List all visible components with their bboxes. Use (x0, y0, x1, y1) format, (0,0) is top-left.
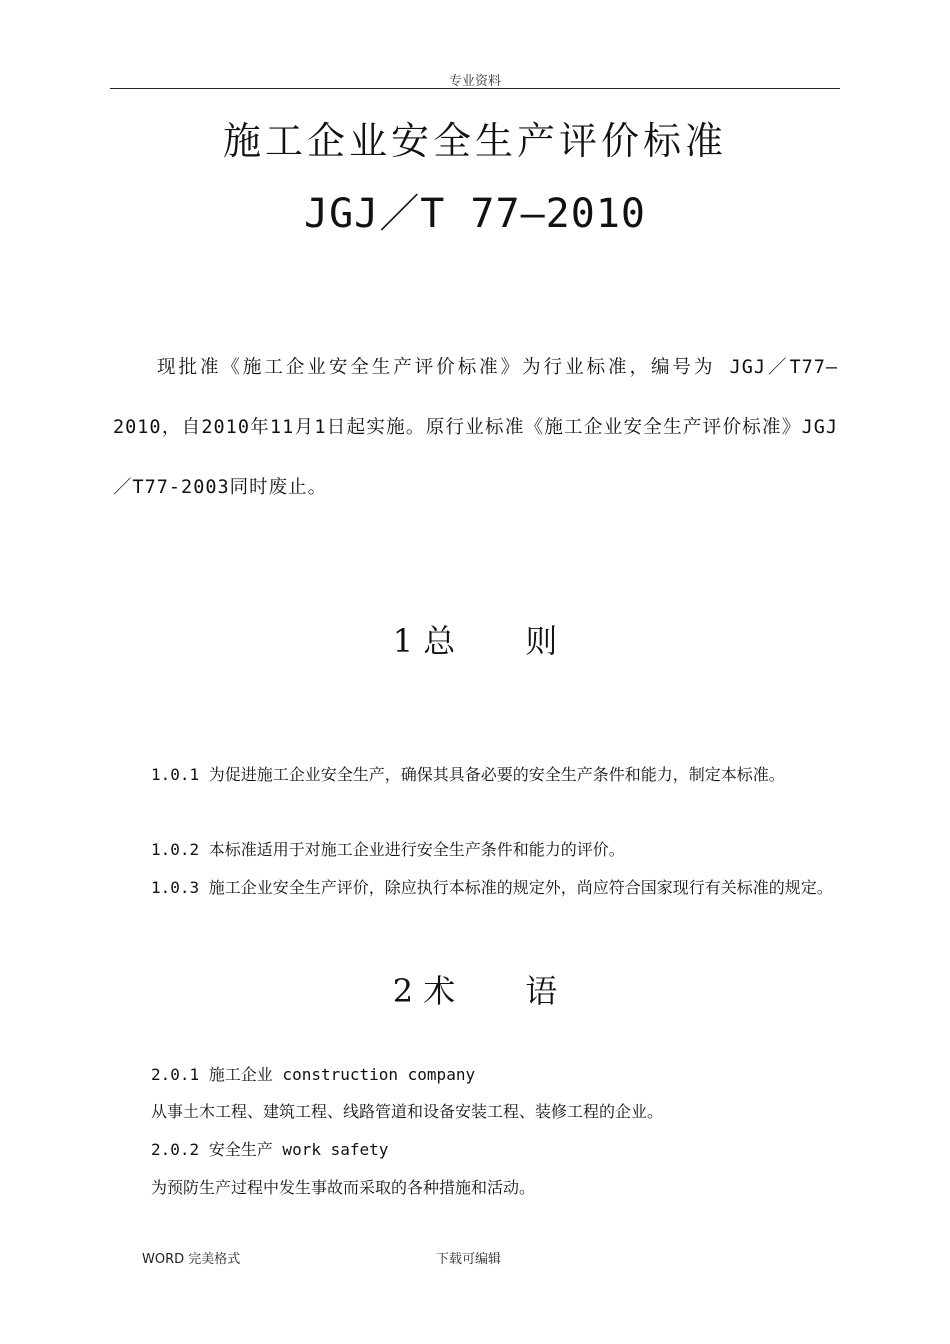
document-title: 施工企业安全生产评价标准 (222, 119, 727, 163)
section-title-part: 语 (525, 972, 558, 1010)
clause-1-0-2: 1.0.2 本标准适用于对施工企业进行安全生产条件和能力的评价。 (151, 840, 625, 859)
clause-1-0-1: 1.0.1 为促进施工企业安全生产，确保其具备必要的安全生产条件和能力，制定本标准。 (151, 765, 785, 784)
standard-code: JGJ／T 77—2010 (304, 191, 646, 237)
term-heading-construction-company: 2.0.1 施工企业 construction company (151, 1065, 476, 1084)
section-title-part: 术 (423, 972, 456, 1010)
section-heading-terms (0, 966, 950, 1012)
clause-1-0-3: 1.0.3 施工企业安全生产评价，除应执行本标准的规定外，尚应符合国家现行有关标准的规定。 (151, 878, 833, 897)
footer-right-text: 下载可编辑 (436, 1252, 502, 1267)
header-divider (110, 88, 840, 89)
section-title-part: 总 (423, 622, 456, 660)
term-definition-construction-company: 从事土木工程、建筑工程、线路管道和设备安装工程、装修工程的企业。 (151, 1102, 664, 1121)
page-header-label: 专业资料 (448, 74, 501, 89)
term-definition-work-safety: 为预防生产过程中发生事故而采取的各种措施和活动。 (151, 1178, 536, 1197)
approval-paragraph: 现批准《施工企业安全生产评价标准》为行业标准，编号为 JGJ／T77—2010，自2010年11月1日起实施。原行业标准《施工企业安全生产评价标准》JGJ／T77-2003同时废止。 (113, 357, 838, 498)
footer-left-text: WORD 完美格式 (142, 1252, 241, 1267)
term-heading-work-safety: 2.0.2 安全生产 work safety (151, 1140, 389, 1159)
section-number: 2 (392, 972, 414, 1010)
section-number: 1 (392, 622, 414, 660)
section-title-part: 则 (525, 622, 558, 660)
section-heading-general (0, 616, 950, 662)
